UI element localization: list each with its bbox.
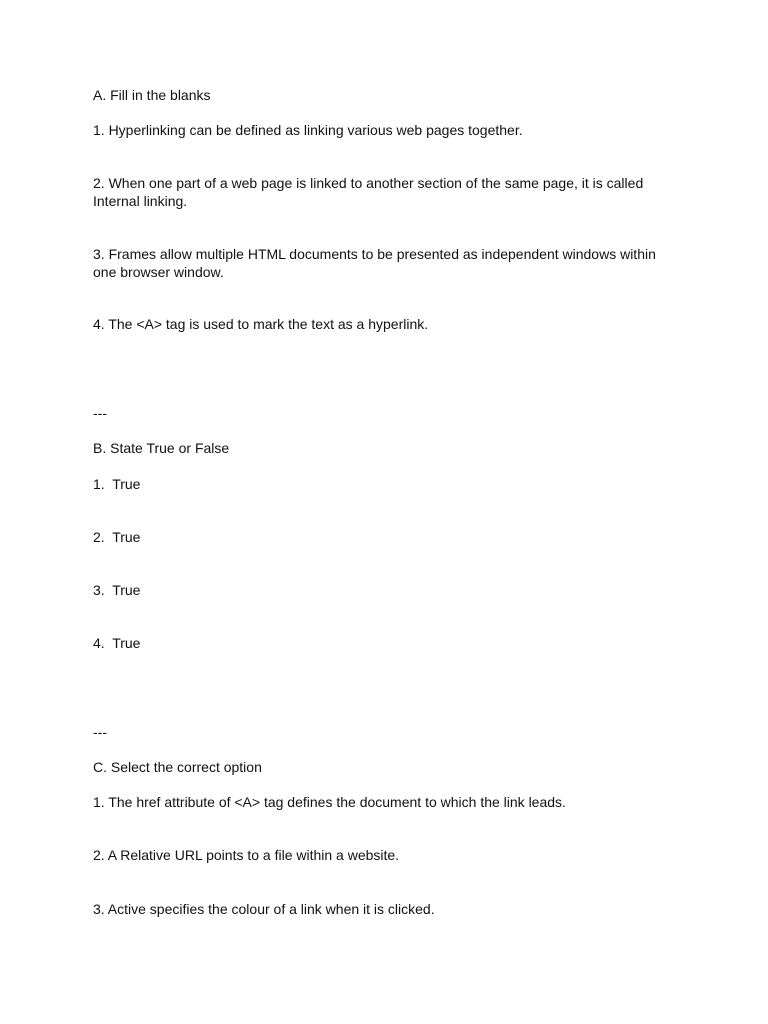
section-a-item-2: 2. When one part of a web page is linked to another section of the same page, it is called Internal linking.: [93, 175, 644, 209]
section-c-item-1: 1. The href attribute of <A> tag defines the document to which the link leads.: [93, 794, 566, 810]
section-c-item-3: 3. Active specifies the colour of a link when it is clicked.: [93, 901, 435, 917]
section-b-heading: B. State True or False: [93, 440, 230, 456]
section-a-item-4: 4. The <A> tag is used to mark the text as a hyperlink.: [93, 316, 429, 332]
section-b-item-3: 3. True: [93, 582, 141, 598]
section-a-heading: A. Fill in the blanks: [93, 87, 211, 103]
section-c-heading: C. Select the correct option: [93, 759, 262, 775]
section-b-item-2: 2. True: [93, 529, 141, 545]
section-c-item-2: 2. A Relative URL points to a file within a website.: [93, 847, 400, 863]
section-b-item-1: 1. True: [93, 476, 141, 492]
section-a-item-3: 3. Frames allow multiple HTML documents to be presented as independent windows within one browser window.: [93, 246, 656, 280]
separator: ---: [93, 405, 107, 421]
section-a-item-1: 1. Hyperlinking can be defined as linking various web pages together.: [93, 122, 523, 138]
section-b-item-4: 4. True: [93, 635, 141, 651]
separator: ---: [93, 724, 107, 740]
